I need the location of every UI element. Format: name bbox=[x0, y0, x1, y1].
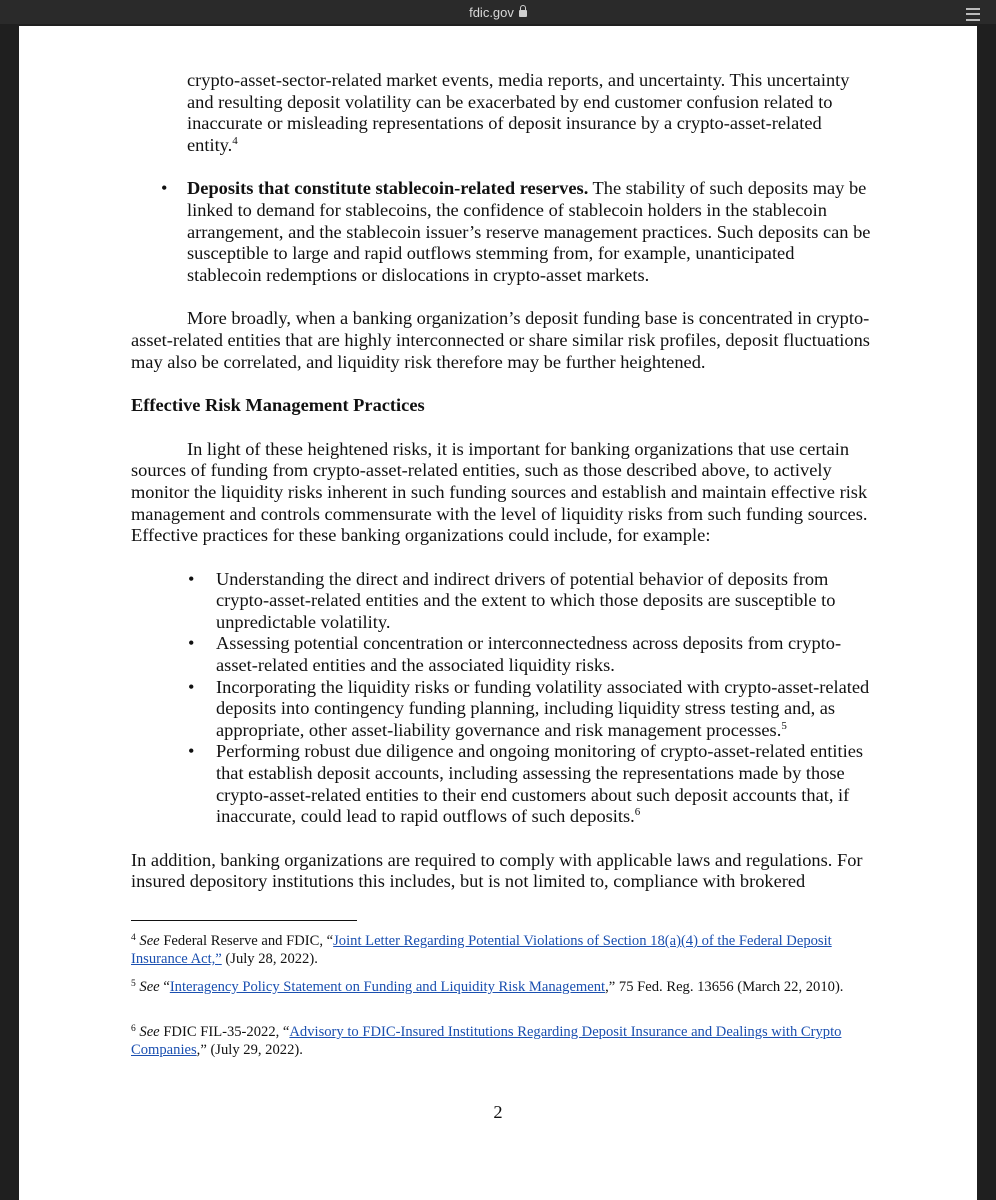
footnote-ref-4[interactable]: 4 bbox=[232, 134, 238, 147]
footnote-ref-6[interactable]: 6 bbox=[634, 806, 641, 819]
bullet-dot: • bbox=[161, 178, 168, 199]
paragraph-broadly: More broadly, when a banking organization’s deposit funding base is concentrated in crypto-asset-related entities that are highly interconnected or share similar risk profiles, deposit fluctuations may also be correlated, and liquidity risk therefore may be further heightened. bbox=[131, 308, 870, 372]
bullet-dot: • bbox=[188, 741, 195, 762]
bullet-dot: • bbox=[188, 568, 195, 589]
practices-list bbox=[131, 569, 871, 828]
page-number: 2 bbox=[493, 1102, 503, 1122]
paragraph-light: In light of these heightened risks, it is important for banking organizations that use certain sources of funding from crypto-asset-related entities, such as those described above, to actively monitor the liquidity risks inherent in such funding sources and establish and maintain effective risk management and controls commensurate with the level of liquidity risks from such funding sources. Effective practices for these banking organizations could include, for example: bbox=[131, 438, 868, 546]
paragraph-addition: In addition, banking organizations are required to comply with applicable laws and regulations. For insured depository institutions this includes, but is not limited to, compliance with brokered bbox=[131, 849, 863, 892]
footnote-4-link[interactable]: Joint Letter Regarding Potential Violations of Section 18(a)(4) of the Federal Deposit Insurance Act,” bbox=[131, 933, 832, 967]
bullet-dot: • bbox=[188, 633, 195, 654]
footnote-divider bbox=[131, 920, 357, 921]
url-host: fdic.gov bbox=[469, 4, 514, 20]
section-heading: Effective Risk Management Practices bbox=[131, 395, 425, 416]
bullet-lead: Deposits that constitute stablecoin-related reserves. bbox=[187, 178, 589, 199]
document-page bbox=[19, 26, 977, 1200]
list-item: • Assessing potential concentration or interconnectedness across deposits from crypto-asset-related entities and the associated liquidity risks. bbox=[188, 633, 842, 676]
bullet-dot: • bbox=[188, 676, 195, 697]
footnote-6-link[interactable]: Advisory to FDIC-Insured Institutions Regarding Deposit Insurance and Dealings with Crypto Companies bbox=[131, 1024, 842, 1058]
lock-icon bbox=[519, 10, 527, 17]
menu-grip-icon[interactable] bbox=[966, 8, 980, 21]
list-item: • Incorporating the liquidity risks or funding volatility associated with crypto-asset-related deposits into contingency funding planning, including liquidity stress testing and, as appropriate, other asset-liability governance and risk management processes.$^5$ bbox=[188, 676, 870, 740]
list-item: • Performing robust due diligence and ongoing monitoring of crypto-asset-related entities that establish deposit accounts, including assessing the representations made by those crypto-asset-related entities to their end customers about such deposit accounts that, if inaccurate, could lead to rapid outflows of such deposits.$^6$ bbox=[188, 741, 864, 827]
footnote-6: $^6$ See FDIC FIL-35-2022, “Advisory to FDIC-Insured Institutions Regarding Deposit Insurance and Dealings with Crypto Companies,” (July 29, 2022). bbox=[131, 1024, 842, 1058]
browser-address-bar[interactable] bbox=[0, 0, 996, 24]
footnote-ref-5[interactable]: 5 bbox=[781, 719, 787, 732]
footnote-5: $^5$ See “Interagency Policy Statement on Funding and Liquidity Risk Management,” 75 Fed. Reg. 13656 (March 22, 2010). bbox=[131, 979, 844, 995]
footnote-4: $^4$ See Federal Reserve and FDIC, “Joint Letter Regarding Potential Violations of Section 18(a)(4) of the Federal Deposit Insurance Act,” (July 28, 2022). bbox=[131, 933, 832, 967]
list-item: • Understanding the direct and indirect drivers of potential behavior of deposits from crypto-asset-related entities and the extent to which those deposits are susceptible to unpredictable volatility. bbox=[188, 568, 836, 632]
bullet-continuation: crypto-asset-sector-related market events, media reports, and uncertainty. This uncertainty and resulting deposit volatility can be exacerbated by end customer confusion related to inaccurate or misleading representations of deposit insurance by a crypto-asset-related entity.$^4$ bbox=[187, 70, 850, 155]
bullet-stablecoin: • Deposits that constitute stablecoin-related reserves. The stability of such deposits may be linked to demand for stablecoins, the confidence of stablecoin holders in the stablecoin arrangement, and the stablecoin issuer’s reserve management practices. Such deposits can be susceptible to large and rapid outflows stemming from, for example, unanticipated stablecoin redemptions or dislocations in crypto-asset markets. bbox=[161, 178, 871, 285]
page-body bbox=[131, 70, 871, 893]
footnote-5-link[interactable]: Interagency Policy Statement on Funding and Liquidity Risk Management bbox=[169, 979, 606, 995]
